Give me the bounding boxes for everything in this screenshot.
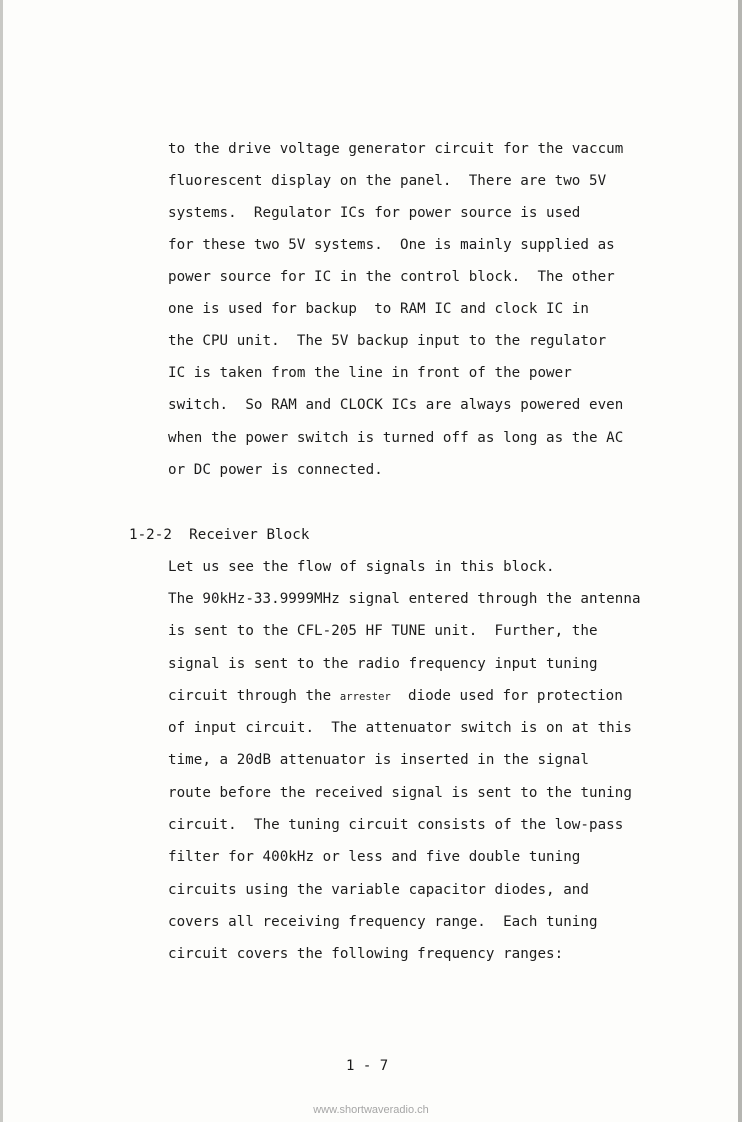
text-line: or DC power is connected. (168, 462, 383, 478)
text-line: circuit covers the following frequency ranges: (168, 946, 564, 962)
text-line-arrester (168, 686, 623, 707)
page-right-edge (738, 0, 742, 1122)
text-line: time, a 20dB attenuator is inserted in the signal (168, 752, 589, 768)
page-left-edge (0, 0, 3, 1122)
text-line: circuit. The tuning circuit consists of the low-pass (168, 817, 624, 833)
line-after: diode used for protection (390, 688, 623, 704)
text-line: The 90kHz-33.9999MHz signal entered through the antenna (168, 591, 641, 607)
text-line: route before the received signal is sent to the tuning (168, 785, 632, 801)
text-line: is sent to the CFL-205 HF TUNE unit. Further, the (168, 623, 598, 639)
page-number: 1 - 7 (346, 1058, 389, 1074)
text-line: signal is sent to the radio frequency input tuning (168, 656, 598, 672)
text-line: for these two 5V systems. One is mainly supplied as (168, 237, 615, 253)
text-line: circuits using the variable capacitor diodes, and (168, 882, 589, 898)
text-line: covers all receiving frequency range. Each tuning (168, 914, 598, 930)
text-line: switch. So RAM and CLOCK ICs are always powered even (168, 397, 624, 413)
text-line: when the power switch is turned off as long as the AC (168, 430, 624, 446)
text-line: one is used for backup to RAM IC and clock IC in (168, 301, 589, 317)
watermark: www.shortwaveradio.ch (313, 1104, 429, 1116)
text-line: fluorescent display on the panel. There are two 5V (168, 173, 607, 189)
line-before: circuit through the (168, 688, 340, 704)
text-line: systems. Regulator ICs for power source is used (168, 205, 581, 221)
text-line: filter for 400kHz or less and five double tuning (168, 849, 581, 865)
section-heading: 1-2-2 Receiver Block (129, 527, 310, 543)
text-line: power source for IC in the control block. The other (168, 269, 615, 285)
text-line: to the drive voltage generator circuit for the vaccum (168, 141, 624, 157)
text-line: of input circuit. The attenuator switch is on at this (168, 720, 632, 736)
arrester-word: arrester (339, 691, 391, 703)
text-line: the CPU unit. The 5V backup input to the regulator (168, 333, 607, 349)
text-line: IC is taken from the line in front of the power (168, 365, 572, 381)
text-line: Let us see the flow of signals in this block. (168, 559, 555, 575)
